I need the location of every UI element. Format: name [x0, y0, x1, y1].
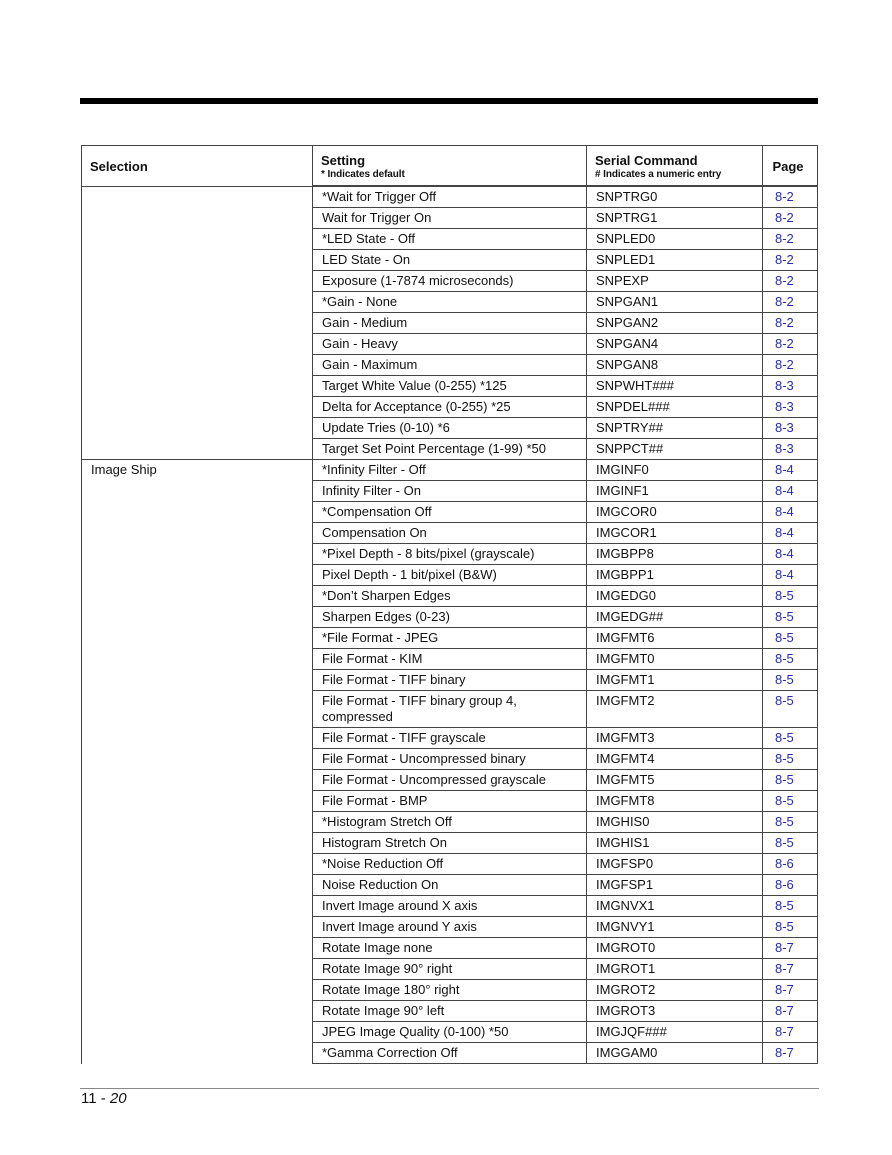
selection-cell: [82, 502, 313, 523]
serial-command-cell: IMGEDG##: [587, 607, 763, 628]
setting-cell: *Wait for Trigger Off: [313, 186, 587, 208]
setting-cell: Rotate Image 90° left: [313, 1001, 587, 1022]
serial-command-cell: IMGFMT6: [587, 628, 763, 649]
serial-command-cell: SNPWHT###: [587, 376, 763, 397]
setting-cell: File Format - Uncompressed grayscale: [313, 770, 587, 791]
serial-command-cell: IMGFMT1: [587, 670, 763, 691]
selection-cell: [82, 959, 313, 980]
table-row: [82, 376, 818, 397]
setting-cell: Rotate Image 180° right: [313, 980, 587, 1001]
setting-cell: *Gain - None: [313, 292, 587, 313]
selection-cell: [82, 628, 313, 649]
setting-cell: File Format - TIFF binary group 4, compressed: [313, 691, 587, 728]
table-row: [82, 1001, 818, 1022]
page-link[interactable]: 8-5: [763, 670, 818, 691]
table-row: [82, 917, 818, 938]
serial-header-note: # Indicates a numeric entry: [595, 168, 722, 180]
serial-command-cell: IMGROT0: [587, 938, 763, 959]
table-row: [82, 938, 818, 959]
page-number: [81, 1090, 127, 1107]
serial-command-cell: SNPDEL###: [587, 397, 763, 418]
table-row: [82, 334, 818, 355]
page-link[interactable]: 8-7: [763, 1022, 818, 1043]
setting-cell: File Format - TIFF binary: [313, 670, 587, 691]
serial-command-cell: IMGFMT5: [587, 770, 763, 791]
table-row: [82, 749, 818, 770]
setting-cell: Invert Image around X axis: [313, 896, 587, 917]
page-link[interactable]: 8-5: [763, 770, 818, 791]
page-link[interactable]: 8-6: [763, 854, 818, 875]
table-header-row: [82, 146, 818, 187]
serial-command-cell: SNPGAN2: [587, 313, 763, 334]
page-link[interactable]: 8-5: [763, 812, 818, 833]
serial-command-cell: IMGFMT0: [587, 649, 763, 670]
serial-command-cell: IMGNVY1: [587, 917, 763, 938]
table-body: [82, 186, 818, 1064]
selection-cell: [82, 1022, 313, 1043]
table-row: [82, 628, 818, 649]
table-row: [82, 250, 818, 271]
setting-cell: File Format - Uncompressed binary: [313, 749, 587, 770]
setting-cell: *Noise Reduction Off: [313, 854, 587, 875]
serial-command-cell: IMGINF0: [587, 460, 763, 481]
page-link[interactable]: 8-2: [763, 271, 818, 292]
serial-command-cell: SNPPCT##: [587, 439, 763, 460]
page-link[interactable]: 8-4: [763, 481, 818, 502]
setting-cell: Compensation On: [313, 523, 587, 544]
page-link[interactable]: 8-2: [763, 229, 818, 250]
table-row: [82, 481, 818, 502]
serial-command-cell: IMGFMT4: [587, 749, 763, 770]
setting-cell: Target White Value (0-255) *125: [313, 376, 587, 397]
table-row: [82, 728, 818, 749]
setting-cell: *Don’t Sharpen Edges: [313, 586, 587, 607]
setting-cell: *File Format - JPEG: [313, 628, 587, 649]
selection-cell: [82, 728, 313, 749]
page-link[interactable]: 8-5: [763, 833, 818, 854]
selection-cell: [82, 938, 313, 959]
serial-command-cell: SNPGAN8: [587, 355, 763, 376]
selection-cell: [82, 812, 313, 833]
table-row: [82, 896, 818, 917]
table-row: [82, 418, 818, 439]
setting-cell: Target Set Point Percentage (1-99) *50: [313, 439, 587, 460]
chapter-number: 11 -: [81, 1090, 110, 1107]
setting-cell: Noise Reduction On: [313, 875, 587, 896]
setting-cell: Histogram Stretch On: [313, 833, 587, 854]
selection-cell: [82, 691, 313, 728]
table-row: [82, 186, 818, 208]
setting-cell: Infinity Filter - On: [313, 481, 587, 502]
serial-command-cell: SNPTRG1: [587, 208, 763, 229]
table-row: [82, 208, 818, 229]
selection-cell: [82, 565, 313, 586]
setting-cell: Rotate Image 90° right: [313, 959, 587, 980]
selection-cell: [82, 917, 313, 938]
selection-cell: [82, 313, 313, 334]
footer-rule: [80, 1088, 819, 1089]
selection-cell: [82, 607, 313, 628]
setting-cell: Gain - Maximum: [313, 355, 587, 376]
selection-cell: [82, 271, 313, 292]
table-row: [82, 691, 818, 728]
setting-header-note: * Indicates default: [321, 168, 405, 180]
page-link[interactable]: 8-3: [763, 376, 818, 397]
serial-command-cell: IMGFMT3: [587, 728, 763, 749]
table-row: [82, 460, 818, 481]
page-link[interactable]: 8-4: [763, 523, 818, 544]
table-row: [82, 791, 818, 812]
setting-cell: Delta for Acceptance (0-255) *25: [313, 397, 587, 418]
setting-header-label: Setting: [321, 152, 366, 168]
table-row: [82, 355, 818, 376]
table-row: [82, 854, 818, 875]
table-row: [82, 607, 818, 628]
setting-cell: Pixel Depth - 1 bit/pixel (B&W): [313, 565, 587, 586]
table-row: [82, 959, 818, 980]
page-link[interactable]: 8-4: [763, 544, 818, 565]
serial-command-cell: SNPGAN1: [587, 292, 763, 313]
page-link[interactable]: 8-2: [763, 313, 818, 334]
table-row: [82, 875, 818, 896]
header-rule: [80, 98, 818, 104]
page-link[interactable]: 8-3: [763, 397, 818, 418]
page-link[interactable]: 8-5: [763, 749, 818, 770]
selection-cell: [82, 229, 313, 250]
page-link[interactable]: 8-3: [763, 418, 818, 439]
page-link[interactable]: 8-7: [763, 938, 818, 959]
table-row: [82, 271, 818, 292]
page-link[interactable]: 8-4: [763, 565, 818, 586]
setting-cell: *Gamma Correction Off: [313, 1043, 587, 1064]
selection-cell: [82, 770, 313, 791]
serial-command-cell: IMGJQF###: [587, 1022, 763, 1043]
serial-command-cell: IMGROT2: [587, 980, 763, 1001]
page-link[interactable]: 8-5: [763, 728, 818, 749]
serial-command-cell: IMGNVX1: [587, 896, 763, 917]
serial-command-cell: SNPTRY##: [587, 418, 763, 439]
selection-cell: [82, 586, 313, 607]
serial-command-cell: SNPLED1: [587, 250, 763, 271]
table-row: [82, 812, 818, 833]
page-link[interactable]: 8-7: [763, 1001, 818, 1022]
setting-cell: LED State - On: [313, 250, 587, 271]
table-row: [82, 292, 818, 313]
table-row: [82, 502, 818, 523]
setting-cell: JPEG Image Quality (0-100) *50: [313, 1022, 587, 1043]
setting-cell: Wait for Trigger On: [313, 208, 587, 229]
selection-cell: [82, 791, 313, 812]
selection-cell: [82, 833, 313, 854]
selection-cell: [82, 875, 313, 896]
serial-command-cell: SNPTRG0: [587, 186, 763, 208]
selection-cell: [82, 1001, 313, 1022]
page-link[interactable]: 8-4: [763, 502, 818, 523]
page-link[interactable]: 8-5: [763, 896, 818, 917]
page-header-label: Page: [772, 158, 804, 174]
selection-cell: [82, 208, 313, 229]
setting-cell: File Format - TIFF grayscale: [313, 728, 587, 749]
table-row: [82, 1022, 818, 1043]
page-link[interactable]: 8-5: [763, 628, 818, 649]
page-header: [763, 146, 818, 187]
selection-cell: [82, 397, 313, 418]
serial-command-cell: IMGCOR1: [587, 523, 763, 544]
setting-cell: *Pixel Depth - 8 bits/pixel (grayscale): [313, 544, 587, 565]
selection-cell: [82, 250, 313, 271]
selection-cell: [82, 186, 313, 208]
serial-command-cell: IMGGAM0: [587, 1043, 763, 1064]
table-row: [82, 1043, 818, 1064]
serial-command-cell: IMGHIS1: [587, 833, 763, 854]
table-row: [82, 397, 818, 418]
table-row: [82, 670, 818, 691]
setting-cell: Rotate Image none: [313, 938, 587, 959]
serial-command-cell: IMGBPP8: [587, 544, 763, 565]
serial-command-cell: SNPLED0: [587, 229, 763, 250]
serial-command-cell: IMGROT1: [587, 959, 763, 980]
setting-cell: Update Tries (0-10) *6: [313, 418, 587, 439]
page-link[interactable]: 8-4: [763, 460, 818, 481]
page-link[interactable]: 8-2: [763, 292, 818, 313]
selection-cell: [82, 1043, 313, 1064]
selection-cell: [82, 418, 313, 439]
serial-command-cell: IMGFSP1: [587, 875, 763, 896]
setting-cell: *LED State - Off: [313, 229, 587, 250]
table-row: [82, 586, 818, 607]
selection-cell: [82, 355, 313, 376]
page-link[interactable]: 8-5: [763, 791, 818, 812]
setting-cell: Exposure (1-7874 microseconds): [313, 271, 587, 292]
table-row: [82, 980, 818, 1001]
setting-cell: Gain - Heavy: [313, 334, 587, 355]
page-link[interactable]: 8-5: [763, 607, 818, 628]
setting-cell: *Compensation Off: [313, 502, 587, 523]
page-link[interactable]: 8-7: [763, 959, 818, 980]
page-link[interactable]: 8-2: [763, 186, 818, 208]
page-link[interactable]: 8-5: [763, 586, 818, 607]
selection-header-label: Selection: [90, 158, 148, 174]
page-link[interactable]: 8-5: [763, 649, 818, 670]
selection-cell: [82, 334, 313, 355]
page-link[interactable]: 8-6: [763, 875, 818, 896]
table-row: [82, 649, 818, 670]
selection-cell: [82, 292, 313, 313]
page-link[interactable]: 8-5: [763, 917, 818, 938]
table-row: [82, 770, 818, 791]
page-link[interactable]: 8-2: [763, 355, 818, 376]
serial-command-cell: IMGHIS0: [587, 812, 763, 833]
table-row: [82, 833, 818, 854]
table-row: [82, 229, 818, 250]
page-link[interactable]: 8-2: [763, 250, 818, 271]
page-link[interactable]: 8-2: [763, 334, 818, 355]
table-row: [82, 523, 818, 544]
serial-command-cell: SNPEXP: [587, 271, 763, 292]
selection-cell: [82, 749, 313, 770]
selection-cell: Image Ship: [82, 460, 313, 481]
selection-header: [82, 146, 313, 187]
setting-cell: File Format - KIM: [313, 649, 587, 670]
selection-cell: [82, 481, 313, 502]
setting-cell: Sharpen Edges (0-23): [313, 607, 587, 628]
page-link[interactable]: 8-7: [763, 980, 818, 1001]
setting-cell: *Histogram Stretch Off: [313, 812, 587, 833]
selection-cell: [82, 544, 313, 565]
serial-command-cell: IMGEDG0: [587, 586, 763, 607]
selection-cell: [82, 980, 313, 1001]
selection-cell: [82, 670, 313, 691]
selection-cell: [82, 649, 313, 670]
serial-command-cell: IMGROT3: [587, 1001, 763, 1022]
setting-cell: Gain - Medium: [313, 313, 587, 334]
selection-cell: [82, 854, 313, 875]
table-row: [82, 544, 818, 565]
serial-command-cell: IMGFMT2: [587, 691, 763, 728]
serial-command-cell: IMGBPP1: [587, 565, 763, 586]
selection-cell: [82, 439, 313, 460]
setting-cell: *Infinity Filter - Off: [313, 460, 587, 481]
serial-command-cell: IMGFSP0: [587, 854, 763, 875]
page-link[interactable]: 8-2: [763, 208, 818, 229]
serial-command-cell: IMGFMT8: [587, 791, 763, 812]
selection-cell: [82, 896, 313, 917]
serial-header-label: Serial Command: [595, 152, 698, 168]
serial-command-cell: SNPGAN4: [587, 334, 763, 355]
serial-command-table: [81, 145, 818, 1064]
table-row: [82, 313, 818, 334]
page-link[interactable]: 8-3: [763, 439, 818, 460]
page-link[interactable]: 8-5: [763, 691, 818, 728]
table-row: [82, 565, 818, 586]
table-row: [82, 439, 818, 460]
selection-cell: [82, 523, 313, 544]
selection-cell: [82, 376, 313, 397]
page-link[interactable]: 8-7: [763, 1043, 818, 1064]
setting-cell: File Format - BMP: [313, 791, 587, 812]
serial-header: [587, 146, 763, 187]
setting-header: [313, 146, 587, 187]
page-index: 20: [109, 1090, 127, 1107]
setting-cell: Invert Image around Y axis: [313, 917, 587, 938]
serial-command-cell: IMGCOR0: [587, 502, 763, 523]
serial-command-cell: IMGINF1: [587, 481, 763, 502]
